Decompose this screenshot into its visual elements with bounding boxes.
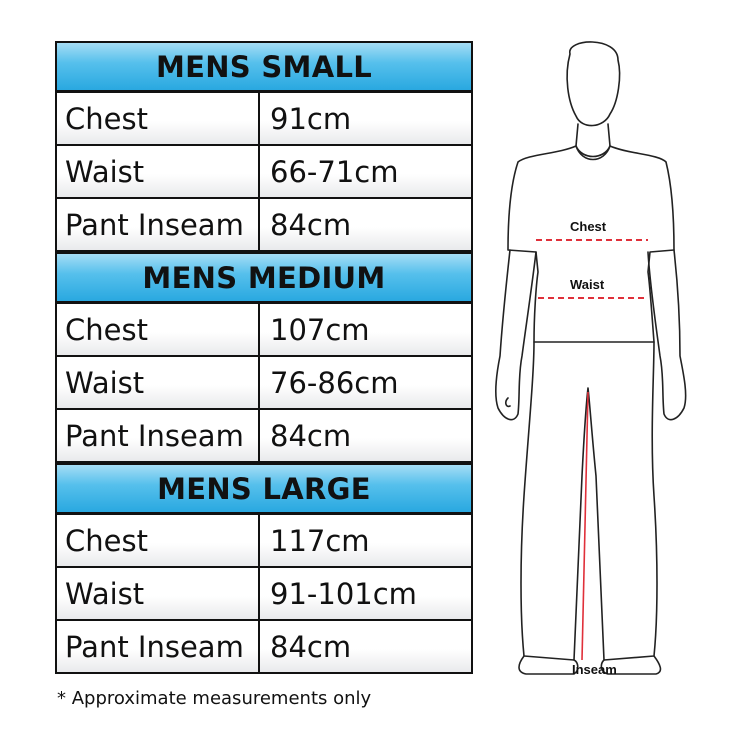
figure-pants xyxy=(521,342,657,660)
row-label: Chest xyxy=(57,304,260,355)
row-value: 66-71cm xyxy=(270,154,399,189)
row-value: 76-86cm xyxy=(270,365,399,400)
table-row xyxy=(55,410,473,463)
row-label: Waist xyxy=(57,568,260,619)
body-figure-illustration xyxy=(478,36,698,686)
figure-head xyxy=(567,42,619,126)
table-row xyxy=(55,621,473,674)
section-header-large: MENS LARGE xyxy=(55,463,473,515)
row-label: Pant Inseam xyxy=(57,199,260,250)
row-value: 107cm xyxy=(270,312,370,347)
row-value: 84cm xyxy=(270,418,352,453)
row-label: Pant Inseam xyxy=(57,410,260,461)
table-row xyxy=(55,93,473,146)
row-value: 91-101cm xyxy=(270,576,417,611)
row-label: Pant Inseam xyxy=(57,621,260,672)
row-value: 117cm xyxy=(270,523,370,558)
row-label: Waist xyxy=(57,357,260,408)
row-value: 84cm xyxy=(270,629,352,664)
section-header-small: MENS SMALL xyxy=(55,41,473,93)
row-value: 91cm xyxy=(270,101,352,136)
row-label: Chest xyxy=(57,515,260,566)
figure-left-arm xyxy=(496,250,536,420)
size-chart-table xyxy=(55,41,473,674)
section-header-medium: MENS MEDIUM xyxy=(55,252,473,304)
row-value: 84cm xyxy=(270,207,352,242)
waist-label: Waist xyxy=(570,277,605,292)
table-row xyxy=(55,146,473,199)
table-row xyxy=(55,199,473,252)
figure-torso xyxy=(508,146,674,342)
footnote: * Approximate measurements only xyxy=(57,688,372,709)
table-row xyxy=(55,304,473,357)
row-label: Chest xyxy=(57,93,260,144)
row-label: Waist xyxy=(57,146,260,197)
table-row xyxy=(55,357,473,410)
table-row xyxy=(55,515,473,568)
figure-neck xyxy=(576,124,610,146)
figure-outline xyxy=(496,42,686,674)
inseam-label: Inseam xyxy=(572,662,617,677)
table-row xyxy=(55,568,473,621)
chest-label: Chest xyxy=(570,219,607,234)
